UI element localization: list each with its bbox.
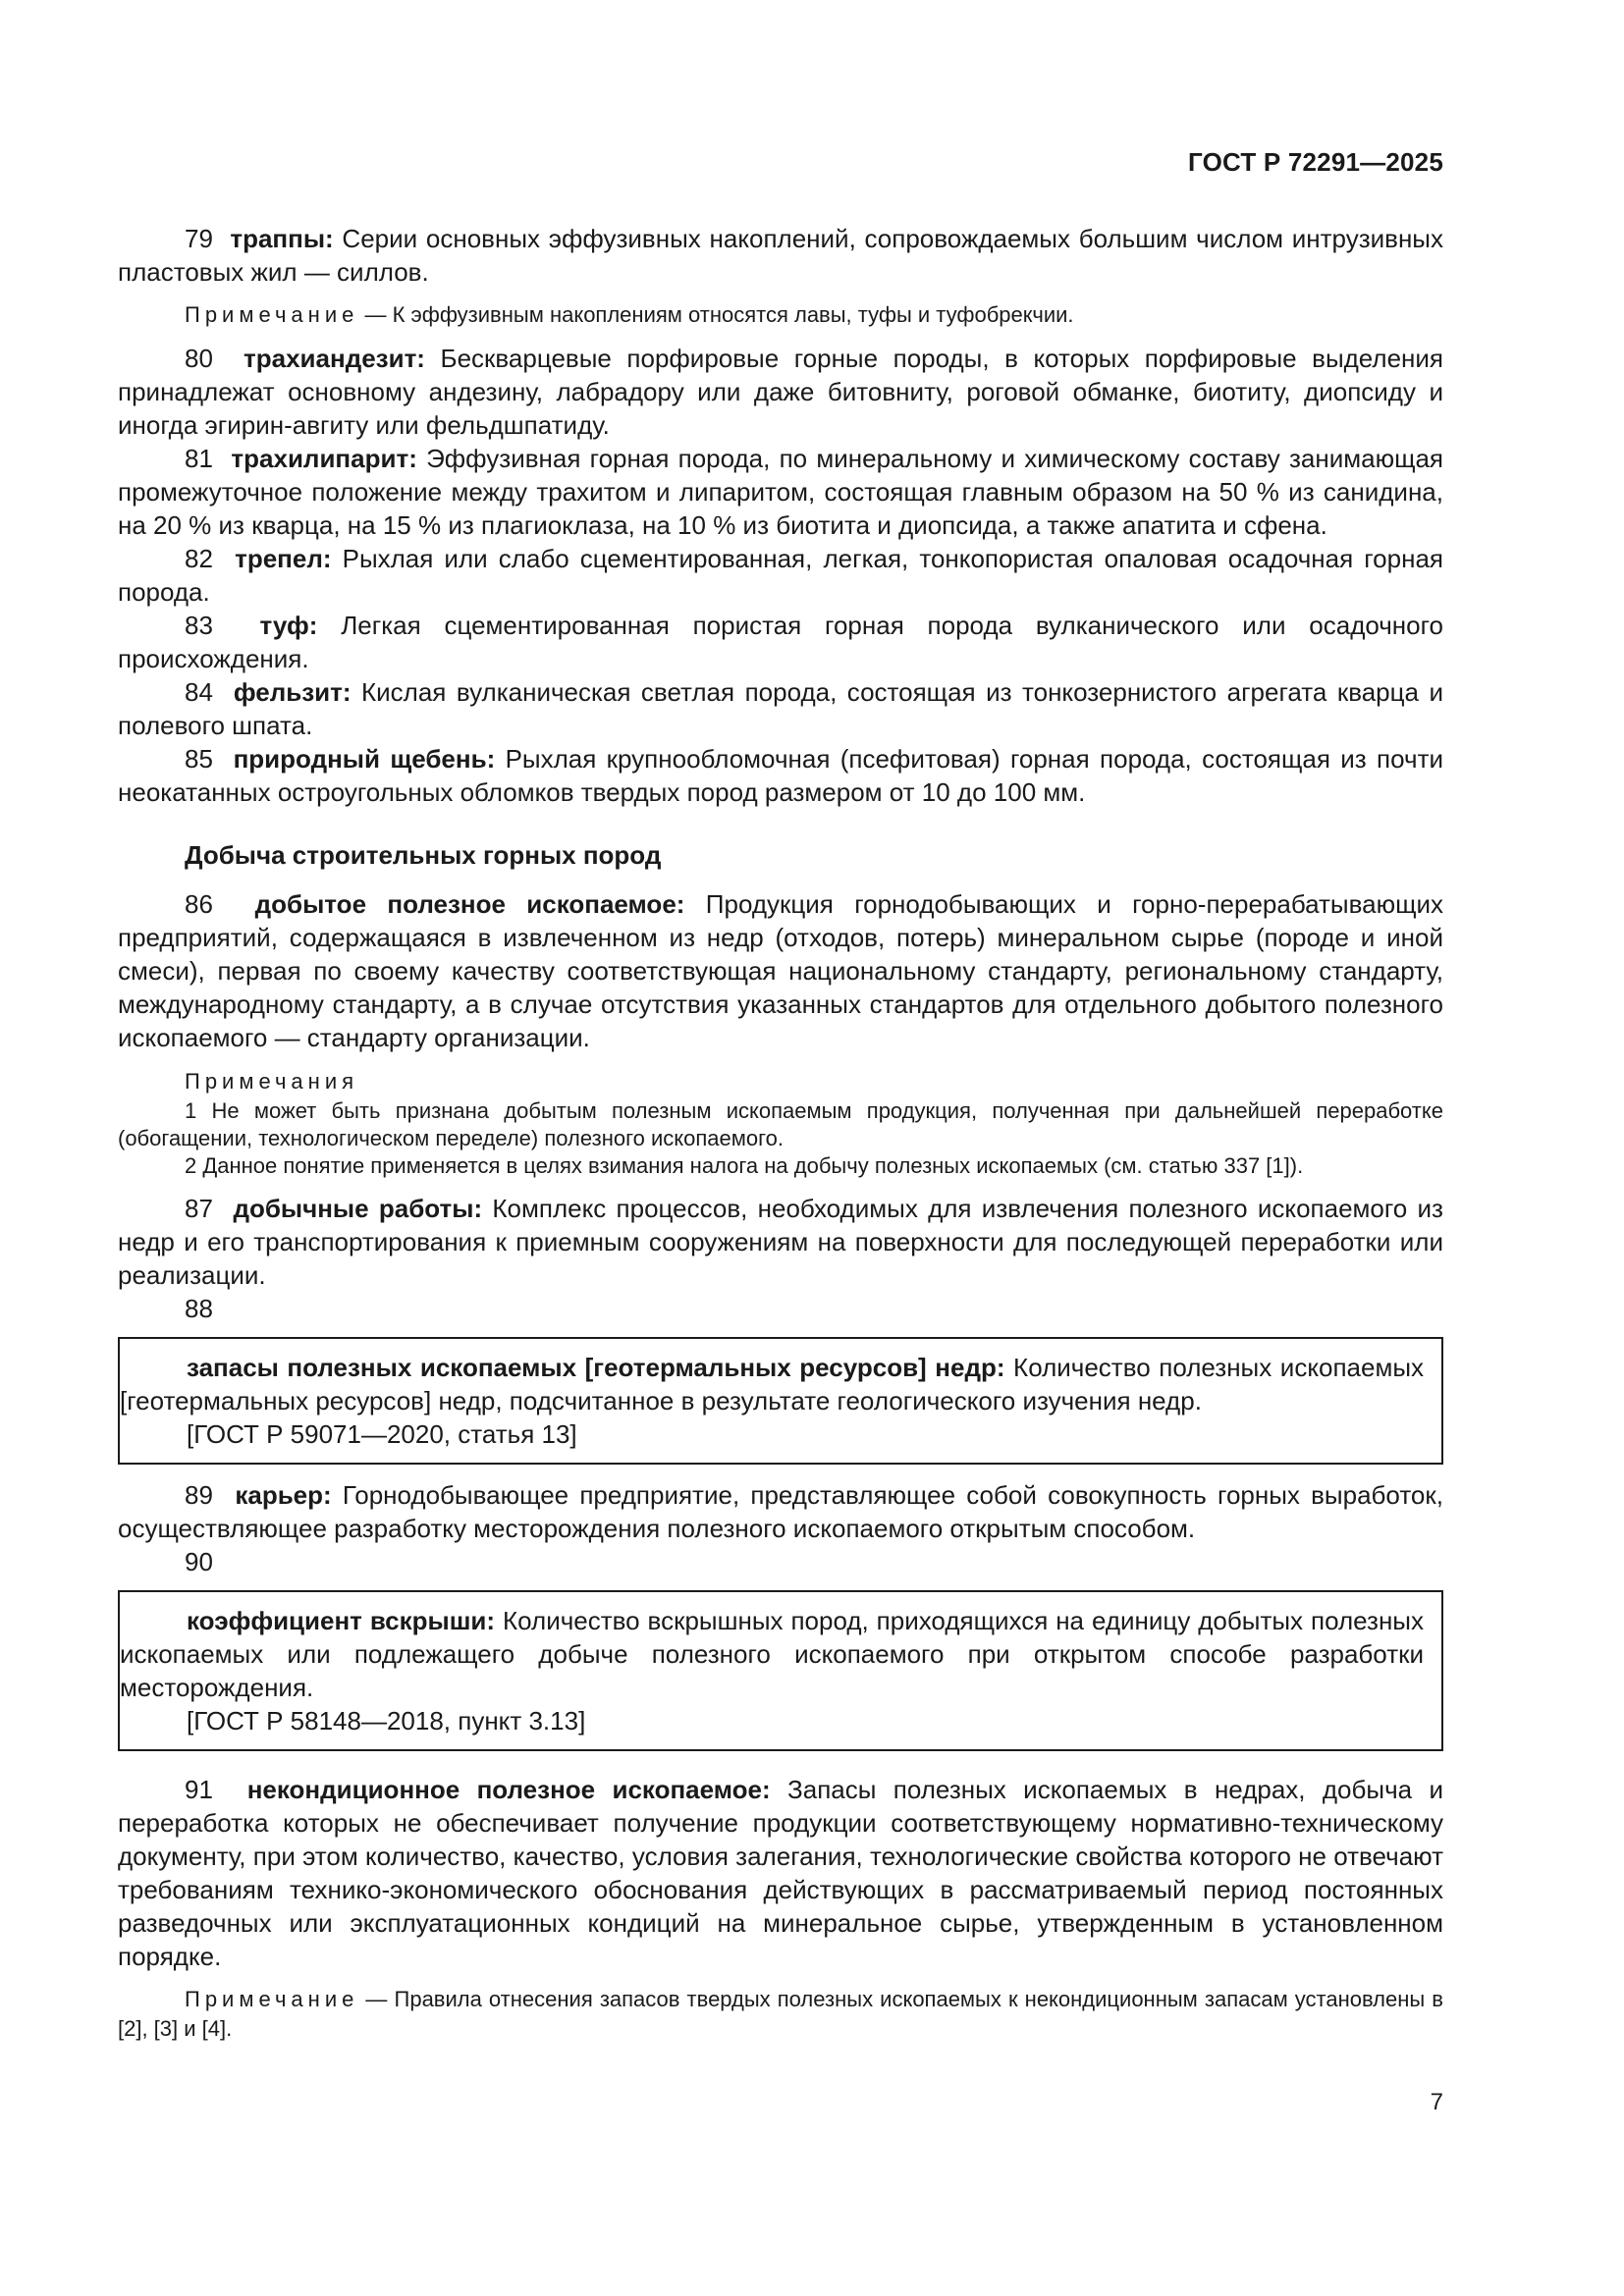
source-reference: [ГОСТ Р 58148—2018, пункт 3.13] [187,1706,586,1735]
document-header [118,147,1443,178]
term-entry-80 [118,342,1443,442]
entry-definition: Рыхлая или слабо сцементированная, легкая, тонкопористая опаловая осадочная горная порода. [118,544,1443,607]
note-91 [118,1985,1443,2044]
entry-number: 85 [185,744,213,774]
entry-number-88: 88 [185,1294,213,1323]
entry-term: добытое полезное ископаемое: [254,889,685,919]
entry-definition: Количество вскрышных пород, приходящихся на единицу добытых полезных ископаемых или подлежащего добыче полезного ископаемого при открытом способе разработки месторождения. [120,1606,1424,1702]
entry-term: природный щебень: [233,744,496,774]
entry-number-90: 90 [185,1547,213,1576]
notes-title: Примечания [185,1069,359,1094]
entry-number: 86 [185,889,213,919]
note-79 [118,300,1443,330]
entry-number: 82 [185,544,213,573]
entry-definition: Количество полезных ископаемых [геотермальных ресурсов] недр, подсчитанное в результате геологического изучения недр. [120,1353,1425,1415]
term-entry-83 [118,609,1443,675]
term-entry-85 [118,742,1443,809]
entry-number: 83 [185,611,213,640]
entry-definition: Бескварцевые порфировые горные породы, в которых порфировые выделения принадлежат основному андезину, лабрадору или даже битовниту, роговой обманке, биотиту, диопсиду и иногда эгирин-авгиту или фельдшпатиду. [118,344,1443,440]
entry-definition: Серии основных эффузивных накоплений, сопровождаемых большим числом интрузивных пластовых жил — силлов. [118,224,1443,287]
source-reference: [ГОСТ Р 59071—2020, статья 13] [187,1419,577,1449]
boxed-term-definition [120,1604,1424,1704]
entry-definition: Рыхлая крупнообломочная (псефитовая) горная порода, состоящая из почти неокатанных остроугольных обломков твердых пород размером от 10 до 100 мм. [118,744,1443,807]
term-entry-84 [118,675,1443,742]
page-number: 7 [1430,2089,1443,2115]
note-text: — К эффузивным накоплениям относятся лавы, туфы и туфобрекчии. [358,302,1074,327]
term-entry-89 [118,1478,1443,1545]
entry-term: запасы полезных ископаемых [геотермальных ресурсов] недр: [187,1353,1005,1382]
standard-designation: ГОСТ Р 72291—2025 [1188,147,1443,177]
boxed-definition-90 [118,1590,1443,1751]
section-heading: Добыча строительных горных пород [185,840,662,870]
entry-definition: Комплекс процессов, необходимых для извлечения полезного ископаемого из недр и его транспортирования к приемным сооружениям на поверхности для последующей переработки или реализации. [118,1194,1443,1290]
document-body [118,222,1443,2056]
entry-term: коэффициент вскрыши: [187,1606,496,1635]
entry-definition: Запасы полезных ископаемых в недрах, добыча и переработка которых не обеспечивает получение продукции соответствующему нормативно-техническому документу, при этом количество, качество, условия залегания, технологические свойства которого не отвечают требованиям технико-экономического обоснования действующих в рассматриваемый период постоянных разведочных или эксплуатационных кондиций на минеральное сырье, утвержденным в установленном порядке. [118,1775,1443,1971]
entry-number: 84 [185,677,213,707]
boxed-term-definition [120,1351,1424,1417]
entry-term: траппы: [230,224,334,253]
note-item: 1 Не может быть признана добытым полезным ископаемым продукция, полученная при дальнейшей переработке (обогащении, технологическом переделе) полезного ископаемого. [118,1098,1443,1150]
note-label: Примечание [185,1987,359,2011]
note-text: — Правила отнесения запасов твердых полезных ископаемых к некондиционным запасам установлены в [2], [3] и [4]. [118,1987,1443,2041]
entry-term: карьер: [235,1480,332,1510]
boxed-definition-88 [118,1337,1443,1465]
entry-definition: Продукция горнодобывающих и горно-перерабатывающих предприятий, содержащаяся в извлеченном из недр (отходов, потерь) минеральном сырье (породе и иной смеси), первая по своему качеству соответствующая национальному стандарту, региональному стандарту, международному стандарту, а в случае отсутствия указанных стандартов для отдельного добытого полезного ископаемого — стандарту организации. [118,889,1443,1052]
entry-number: 80 [185,344,213,373]
entry-term: туф: [259,611,318,640]
entry-term: трепел: [235,544,332,573]
entry-number: 89 [185,1480,213,1510]
term-entry-81 [118,442,1443,542]
term-entry-82 [118,542,1443,609]
note-label: Примечание [185,302,359,327]
term-entry-91 [118,1773,1443,1973]
term-entry-86 [118,887,1443,1054]
notes-86 [118,1068,1443,1180]
entry-number: 91 [185,1775,213,1804]
entry-number: 79 [185,224,213,253]
entry-definition: Кислая вулканическая светлая порода, состоящая из тонкозернистого агрегата кварца и полевого шпата. [118,677,1443,740]
term-entry-87 [118,1192,1443,1292]
entry-number: 87 [185,1194,213,1223]
entry-number: 81 [185,444,213,473]
entry-definition: Эффузивная горная порода, по минеральному и химическому составу занимающая промежуточное положение между трахитом и липаритом, состоящая главным образом на 50 % из санидина, на 20 % из кварца, на 15 % из плагиоклаза, на 10 % из биотита и диопсида, а также апатита и сфена. [118,444,1443,540]
entry-definition: Легкая сцементированная пористая горная порода вулканического или осадочного происхождения. [118,611,1443,673]
entry-term: некондиционное полезное ископаемое: [246,1775,771,1804]
entry-term: трахиандезит: [244,344,425,373]
note-item: 2 Данное понятие применяется в целях взимания налога на добычу полезных ископаемых (см. статью 337 [1]). [185,1153,1304,1178]
term-entry-79 [118,222,1443,289]
entry-term: трахилипарит: [231,444,417,473]
entry-definition: Горнодобывающее предприятие, представляющее собой совокупность горных выработок, осуществляющее разработку месторождения полезного ископаемого открытым способом. [118,1480,1443,1543]
entry-term: добычные работы: [233,1194,483,1223]
entry-term: фельзит: [233,677,352,707]
